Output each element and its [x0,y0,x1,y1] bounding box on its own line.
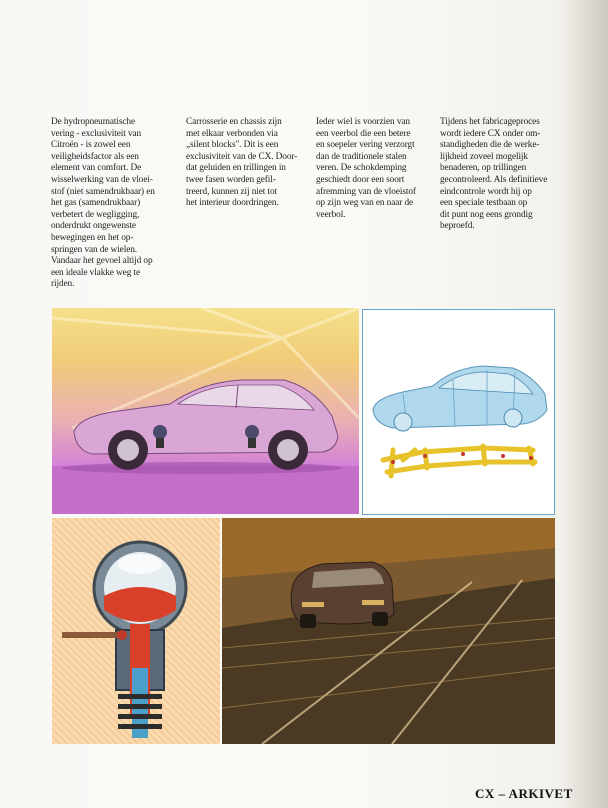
text-column-2: Carrosserie en chassis zijn met elkaar verbonden via „silent blocks". Dit is een exclusiviteit van de CX. Door- dat geluiden en trillingen in twee fasen worden gefil- treerd, kunnen zij niet tot het interieur doordringen. [186,117,298,209]
text-column-1: De hydropneumatische vering - exclusiviteit van Citroën - is zowel een veiligheidsfactor als een element van comfort. De wisselwerking van de vloei- stof (niet samendrukbaar) en het gas (samendrukbaar) verbetert de wegligging, onderdrukt ongewenste bewegingen en het op- springen van de wielen. Vandaar het gevoel altijd op een ideale vlakke weg te rijden. [51,117,155,290]
watermark: CX – ARKIVET [475,786,573,801]
body-shell-and-chassis-illustration [362,309,555,515]
car-suspension-illustration [52,308,359,514]
text-column-3: Ieder wiel is voorzien van een veerbol die een betere en soepeler vering verzorgt dan de traditionele stalen veren. De schokdemping geschiedt door een soort afremming van de vloeistof op zijn weg van en naar de veerbol. [316,117,416,220]
suspension-sphere-cutaway [52,518,220,744]
text-column-4: Tijdens het fabricageproces wordt iedere CX onder om- standigheden die de werke- lijkheid zoveel mogelijk benaderen, op trillingen gecontroleerd. Als definitieve eindcontrole wordt hij op een speciale testbaan op dit punt nog eens grondig beproefd. [440,117,548,232]
test-track-photo [222,518,555,744]
